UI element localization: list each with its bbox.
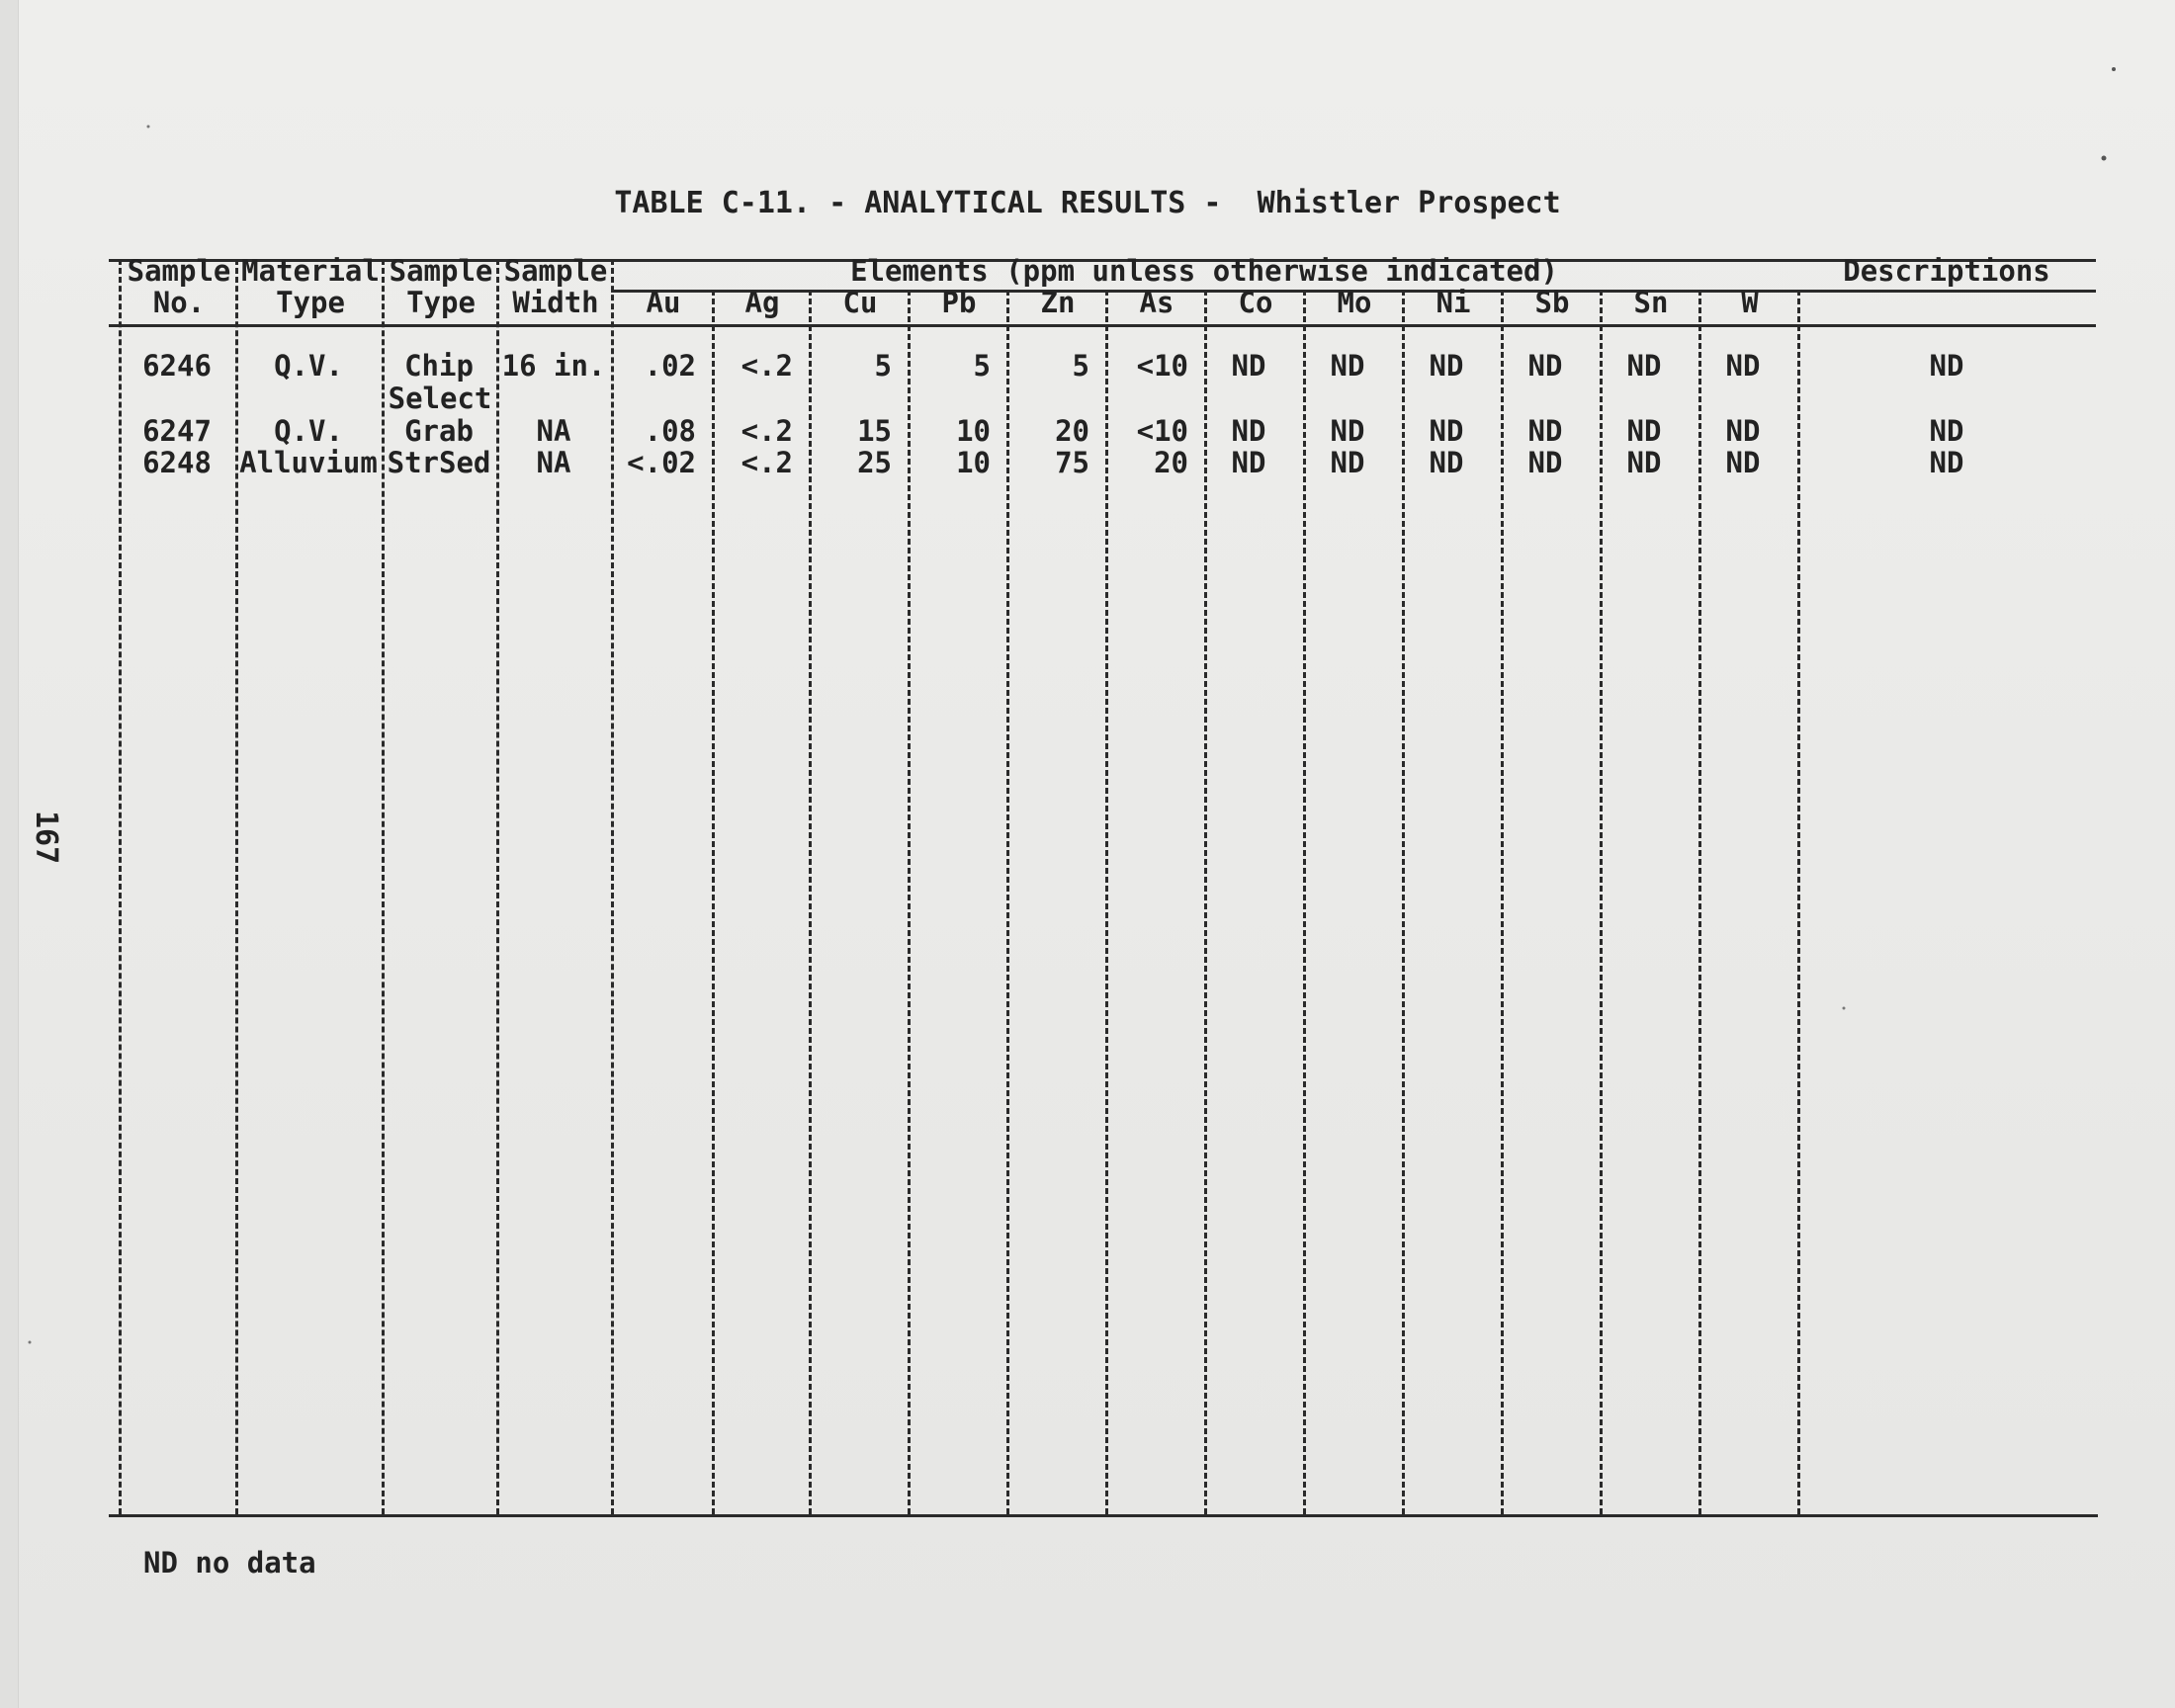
header-material-type-line2: Type [276,286,345,319]
sample-number: 6246 [142,349,212,383]
element-value: ND [1330,349,1365,383]
element-value: .08 [644,414,696,448]
scan-speck [29,1341,32,1344]
element-value: .02 [644,349,696,383]
element-value: 15 [857,414,892,448]
header-element: W [1741,286,1759,319]
sample-type: StrSed [387,446,491,479]
element-value: ND [1725,446,1761,479]
table-title: TABLE C-11. - ANALYTICAL RESULTS - Whistler Prospect [614,186,1561,220]
sample-number: 6247 [142,414,212,448]
element-value: <.2 [740,349,793,383]
header-sample-width: Sample [503,254,608,288]
header-sample-width-line2: Width [512,286,599,319]
element-value: ND [1429,414,1464,448]
header-element: Sn [1633,286,1669,319]
header-element: Au [646,286,681,319]
element-value: ND [1725,349,1761,383]
element-value: ND [1527,349,1563,383]
material-type: Q.V. [274,414,343,448]
element-value: ND [1626,414,1662,448]
header-element: Ag [744,286,780,319]
element-value: 10 [956,414,991,448]
sample-width: 16 in. [501,349,606,383]
header-descriptions: Descriptions [1843,254,2050,288]
footnote: ND no data [143,1546,316,1580]
scan-speck [2112,67,2116,71]
element-value: 5 [874,349,892,383]
scan-speck [147,126,150,128]
header-element: Sb [1534,286,1570,319]
material-type: Alluvium [239,446,378,479]
prospect-name: Whistler Prospect [1257,186,1561,220]
element-value: <10 [1136,349,1188,383]
header-element: Co [1238,286,1273,319]
table-subject: ANALYTICAL RESULTS [864,186,1186,220]
element-value: ND [1231,446,1266,479]
header-sample-type: Sample [389,254,493,288]
material-type: Q.V. [274,349,343,383]
header-sample-no-line2: No. [152,286,206,319]
element-value: 5 [973,349,991,383]
scan-speck [2102,156,2107,161]
header-element: Mo [1337,286,1372,319]
element-value: ND [1330,446,1365,479]
page-number: 167 [29,811,63,865]
element-value: <.2 [740,414,793,448]
element-value: 10 [956,446,991,479]
element-value: ND [1231,414,1266,448]
element-value: <.2 [740,446,793,479]
header-material-type: Material [241,254,380,288]
element-value: 20 [1055,414,1089,448]
element-value: ND [1429,349,1464,383]
element-value: 75 [1055,446,1089,479]
header-element: Cu [842,286,878,319]
sample-width: NA [536,446,571,479]
element-value: ND [1330,414,1365,448]
sample-type-extra: Select [388,382,492,415]
scan-speck [1843,1007,1846,1010]
element-value: <10 [1136,414,1188,448]
header-element: Zn [1040,286,1076,319]
header-sample-type-line2: Type [406,286,476,319]
header-element: Ni [1436,286,1471,319]
element-value: ND [1725,414,1761,448]
element-value: ND [1527,446,1563,479]
sample-number: 6248 [142,446,212,479]
description-value: ND [1929,414,1964,448]
header-sample-no: Sample [127,254,231,288]
description-value: ND [1929,349,1964,383]
sample-type: Grab [404,414,474,448]
element-value: 25 [857,446,892,479]
element-value: ND [1429,446,1464,479]
element-value: ND [1527,414,1563,448]
header-element: Pb [941,286,977,319]
sample-type: Chip [404,349,474,383]
sample-width: NA [536,414,571,448]
element-value: 5 [1072,349,1089,383]
element-value: ND [1626,446,1662,479]
description-value: ND [1929,446,1964,479]
element-value: ND [1626,349,1662,383]
header-element: As [1139,286,1174,319]
table-label: TABLE C-11. [614,186,812,220]
element-value: 20 [1154,446,1188,479]
element-value: <.02 [627,446,696,479]
element-value: ND [1231,349,1266,383]
header-elements-group: Elements (ppm unless otherwise indicated) [850,254,1558,288]
